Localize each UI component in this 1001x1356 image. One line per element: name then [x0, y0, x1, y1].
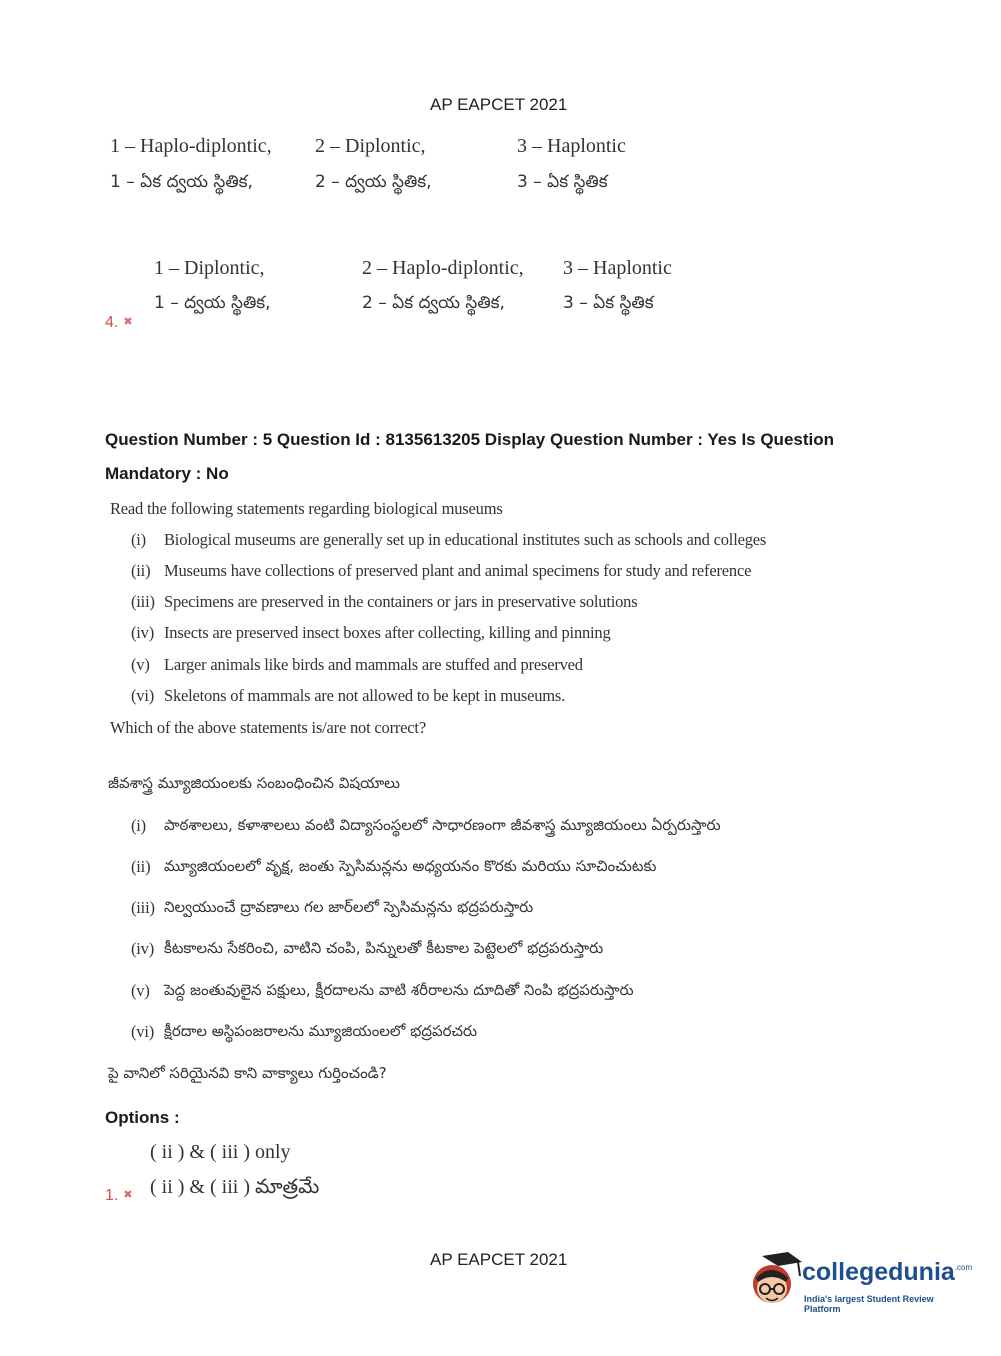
option-1-number [105, 1187, 133, 1205]
en-statement-text: Biological museums are generally set up in educational institutes such as schools and colleges [164, 530, 767, 549]
option-4-te-3: 3 – ఏక స్థితిక [563, 293, 654, 313]
option-3-te-2: 2 – ద్వయ స్థితిక, [315, 172, 432, 192]
question-header-line1: Question Number : 5 Question Id : 8135613205 Display Question Number : Yes Is Question [105, 430, 835, 449]
page-header-title: AP EAPCET 2021 [430, 95, 568, 114]
en-statement-num: (v) [131, 655, 150, 674]
brand-suffix: .com [954, 1263, 973, 1272]
option-1-en: ( ii ) & ( iii ) only [150, 1141, 291, 1163]
option-3-en-2: 2 – Diplontic, [315, 135, 426, 157]
option-1-number-label: 1. [105, 1187, 119, 1204]
option-3-en-1: 1 – Haplo-diplontic, [110, 135, 272, 157]
brand-text: collegedunia [802, 1258, 955, 1286]
te-statement-text: కీటకాలను సేకరించి, వాటిని చంపి, పిన్నులతో కీటకాల పెట్టెలలో భద్రపరుస్తారు [164, 939, 604, 957]
te-statement-text: నిల్వయుంచే ద్రావణాలు గల జార్‌లలో స్పెసిమన్లను భద్రపరుస్తారు [164, 898, 534, 916]
en-statement-text: Larger animals like birds and mammals are stuffed and preserved [164, 655, 583, 674]
te-statement-num: (ii) [131, 857, 151, 876]
en-statement-num: (iv) [131, 623, 155, 642]
te-statement-num: (iv) [131, 939, 155, 958]
en-statement-text: Insects are preserved insect boxes after collecting, killing and pinning [164, 623, 611, 642]
en-statement-num: (ii) [131, 561, 151, 580]
en-statement-num: (i) [131, 530, 146, 549]
te-statement-num: (i) [131, 816, 146, 835]
question-te-prompt: పై వానిలో సరియైనవి కాని వాక్యాలు గుర్తించండి? [108, 1064, 387, 1082]
question-en-intro: Read the following statements regarding biological museums [110, 499, 503, 518]
brand-tagline: India's largest Student Review Platform [804, 1294, 934, 1314]
question-te-intro: జీవశాస్త్ర మ్యూజియంలకు సంబంధించిన విషయాలు [108, 774, 401, 792]
en-statement-num: (iii) [131, 592, 155, 611]
te-statement-text: మ్యూజియంలలో వృక్ష, జంతు స్పెసిమన్లను అధ్యయనం కొరకు మరియు సూచించుటకు [164, 857, 657, 875]
option-1-te: ( ii ) & ( iii ) మాత్రమే [150, 1176, 320, 1198]
option-3-en-3: 3 – Haplontic [517, 135, 626, 157]
en-statement-text: Skeletons of mammals are not allowed to be kept in museums. [164, 686, 566, 705]
option-3-te-3: 3 – ఏక స్థితిక [517, 172, 608, 192]
te-statement-num: (iii) [131, 898, 155, 917]
option-3-te-1: 1 – ఏక ద్వయ స్థితిక, [110, 172, 253, 192]
te-statement-text: పాఠశాలలు, కళాశాలలు వంటి విద్యాసంస్థలలో సాధారణంగా జీవశాస్త్ర మ్యూజియంలు ఏర్పరుస్తారు [164, 816, 721, 834]
option-4-number-label: 4. [105, 314, 119, 331]
option-4-en-1: 1 – Diplontic, [154, 257, 265, 279]
question-en-prompt: Which of the above statements is/are not correct? [110, 718, 426, 737]
cross-icon: ✖ [123, 1189, 133, 1201]
options-label: Options : [105, 1108, 180, 1127]
student-mascot-icon [742, 1248, 804, 1314]
te-statement-text: పెద్ద జంతువులైన పక్షులు, క్షీరదాలను వాటి శరీరాలను దూదితో నింపి భద్రపరుస్తారు [164, 981, 634, 999]
question-header-line2: Mandatory : No [105, 464, 229, 483]
cross-icon: ✖ [123, 316, 133, 328]
en-statement-text: Specimens are preserved in the containers or jars in preservative solutions [164, 592, 638, 611]
en-statement-text: Museums have collections of preserved plant and animal specimens for study and reference [164, 561, 752, 580]
option-4-te-1: 1 – ద్వయ స్థితిక, [154, 293, 271, 313]
option-4-te-2: 2 – ఏక ద్వయ స్థితిక, [362, 293, 505, 313]
en-statement-num: (vi) [131, 686, 155, 705]
collegedunia-logo[interactable] [742, 1248, 972, 1320]
page-footer-title: AP EAPCET 2021 [430, 1250, 568, 1269]
te-statement-text: క్షీరదాల అస్థిపంజరాలను మ్యూజియంలలో భద్రపరచరు [164, 1022, 478, 1040]
te-statement-num: (v) [131, 981, 150, 1000]
option-4-en-2: 2 – Haplo-diplontic, [362, 257, 524, 279]
brand-name [802, 1258, 972, 1287]
option-4-en-3: 3 – Haplontic [563, 257, 672, 279]
option-4-number [105, 314, 133, 332]
te-statement-num: (vi) [131, 1022, 155, 1041]
